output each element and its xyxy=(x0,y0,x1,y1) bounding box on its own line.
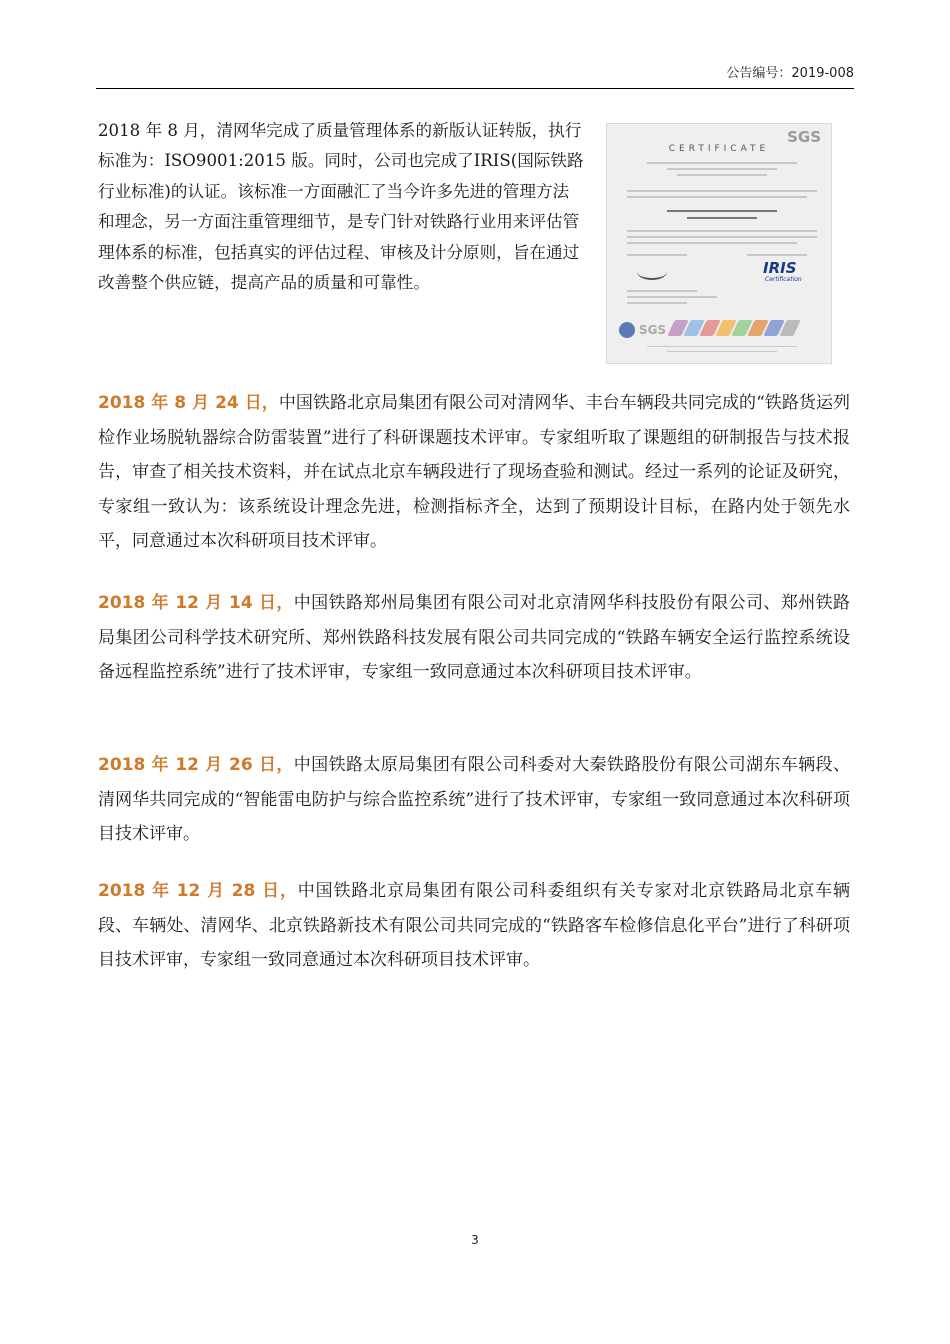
entry-paragraph xyxy=(98,748,850,852)
entry-date: 2018 年 12 月 14 日， xyxy=(98,593,294,613)
entry-text: 中国铁路郑州局集团有限公司对北京清网华科技股份有限公司、郑州铁路局集团公司科学技术研究所、郑州铁路科技发展有限公司共同完成的“铁路车辆安全运行监控系统设备远程监控系统”进行了技术评审，专家组一致同意通过本次科研项目技术评审。 xyxy=(98,593,850,682)
entry-text: 中国铁路太原局集团有限公司科委对大秦铁路股份有限公司湖东车辆段、清网华共同完成的“智能雷电防护与综合监控系统”进行了技术评审，专家组一致同意通过本次科研项目技术评审。 xyxy=(98,755,850,844)
cert-text-line xyxy=(627,190,817,192)
signature xyxy=(637,264,667,280)
entry-paragraph xyxy=(98,386,850,559)
cert-text-line xyxy=(627,296,717,298)
entry-date: 2018 年 12 月 28 日， xyxy=(98,881,298,901)
certificate-title: CERTIFICATE xyxy=(668,144,770,154)
cert-text-line xyxy=(627,254,687,256)
cert-text-line xyxy=(627,196,807,198)
cert-text-line xyxy=(747,254,807,256)
page-header xyxy=(96,64,854,89)
cert-text-line xyxy=(687,217,757,219)
iris-certification-label: Certification xyxy=(765,276,802,283)
entry-4 xyxy=(98,874,850,978)
iris-logo: IRIS xyxy=(763,259,797,277)
entry-1 xyxy=(98,386,850,559)
globe-icon xyxy=(619,322,635,338)
page-number: 3 xyxy=(471,1233,479,1247)
cert-text-line xyxy=(667,210,777,212)
cert-text-line xyxy=(627,242,797,244)
cert-text-line xyxy=(667,168,777,170)
sgs-footer-logo: SGS xyxy=(639,323,667,337)
entry-text: 中国铁路北京局集团有限公司对清网华、丰台车辆段共同完成的“铁路货运列检作业场脱轨器综合防雷装置”进行了科研课题技术评审。专家组听取了课题组的研制报告与技术报告，审查了相关技术资料，并在试点北京车辆段进行了现场查验和测试。经过一系列的论证及研究，专家组一致认为：该系统设计理念先进，检测指标齐全，达到了预期设计目标，在路内处于领先水平，同意通过本次科研项目技术评审。 xyxy=(98,393,850,551)
cert-text-line xyxy=(667,351,777,352)
cert-text-line xyxy=(677,174,767,176)
cert-text-line xyxy=(647,162,797,164)
notice-number: 公告编号：2019-008 xyxy=(726,66,854,81)
cert-text-line xyxy=(627,302,687,304)
certificate-image xyxy=(606,123,832,364)
cert-text-line xyxy=(627,236,817,238)
intro-section xyxy=(98,116,584,298)
entry-text: 中国铁路北京局集团有限公司科委组织有关专家对北京铁路局北京车辆段、车辆处、清网华、北京铁路新技术有限公司共同完成的“铁路客车检修信息化平台”进行了科研项目技术评审，专家组一致同意通过本次科研项目技术评审。 xyxy=(98,881,850,970)
entry-3 xyxy=(98,748,850,852)
entry-paragraph xyxy=(98,586,850,690)
entry-date: 2018 年 8 月 24 日， xyxy=(98,393,279,413)
cert-text-line xyxy=(627,230,817,232)
cert-text-line xyxy=(627,290,697,292)
entry-date: 2018 年 12 月 26 日， xyxy=(98,755,294,775)
intro-paragraph: 2018 年 8 月，清网华完成了质量管理体系的新版认证转版，执行标准为：ISO9001:2015 版。同时，公司也完成了IRIS(国际铁路行业标准)的认证。该标准一方面融汇了当今许多先进的管理方法和理念，另一方面注重管理细节，是专门针对铁路行业用来评估管理体系的标准，包括真实的评估过程、审核及计分原则，旨在通过改善整个供应链，提高产品的质量和可靠性。 xyxy=(98,121,584,293)
entry-2 xyxy=(98,586,850,690)
entry-paragraph xyxy=(98,874,850,978)
sgs-logo: SGS xyxy=(787,128,821,146)
cert-text-line xyxy=(647,346,797,347)
